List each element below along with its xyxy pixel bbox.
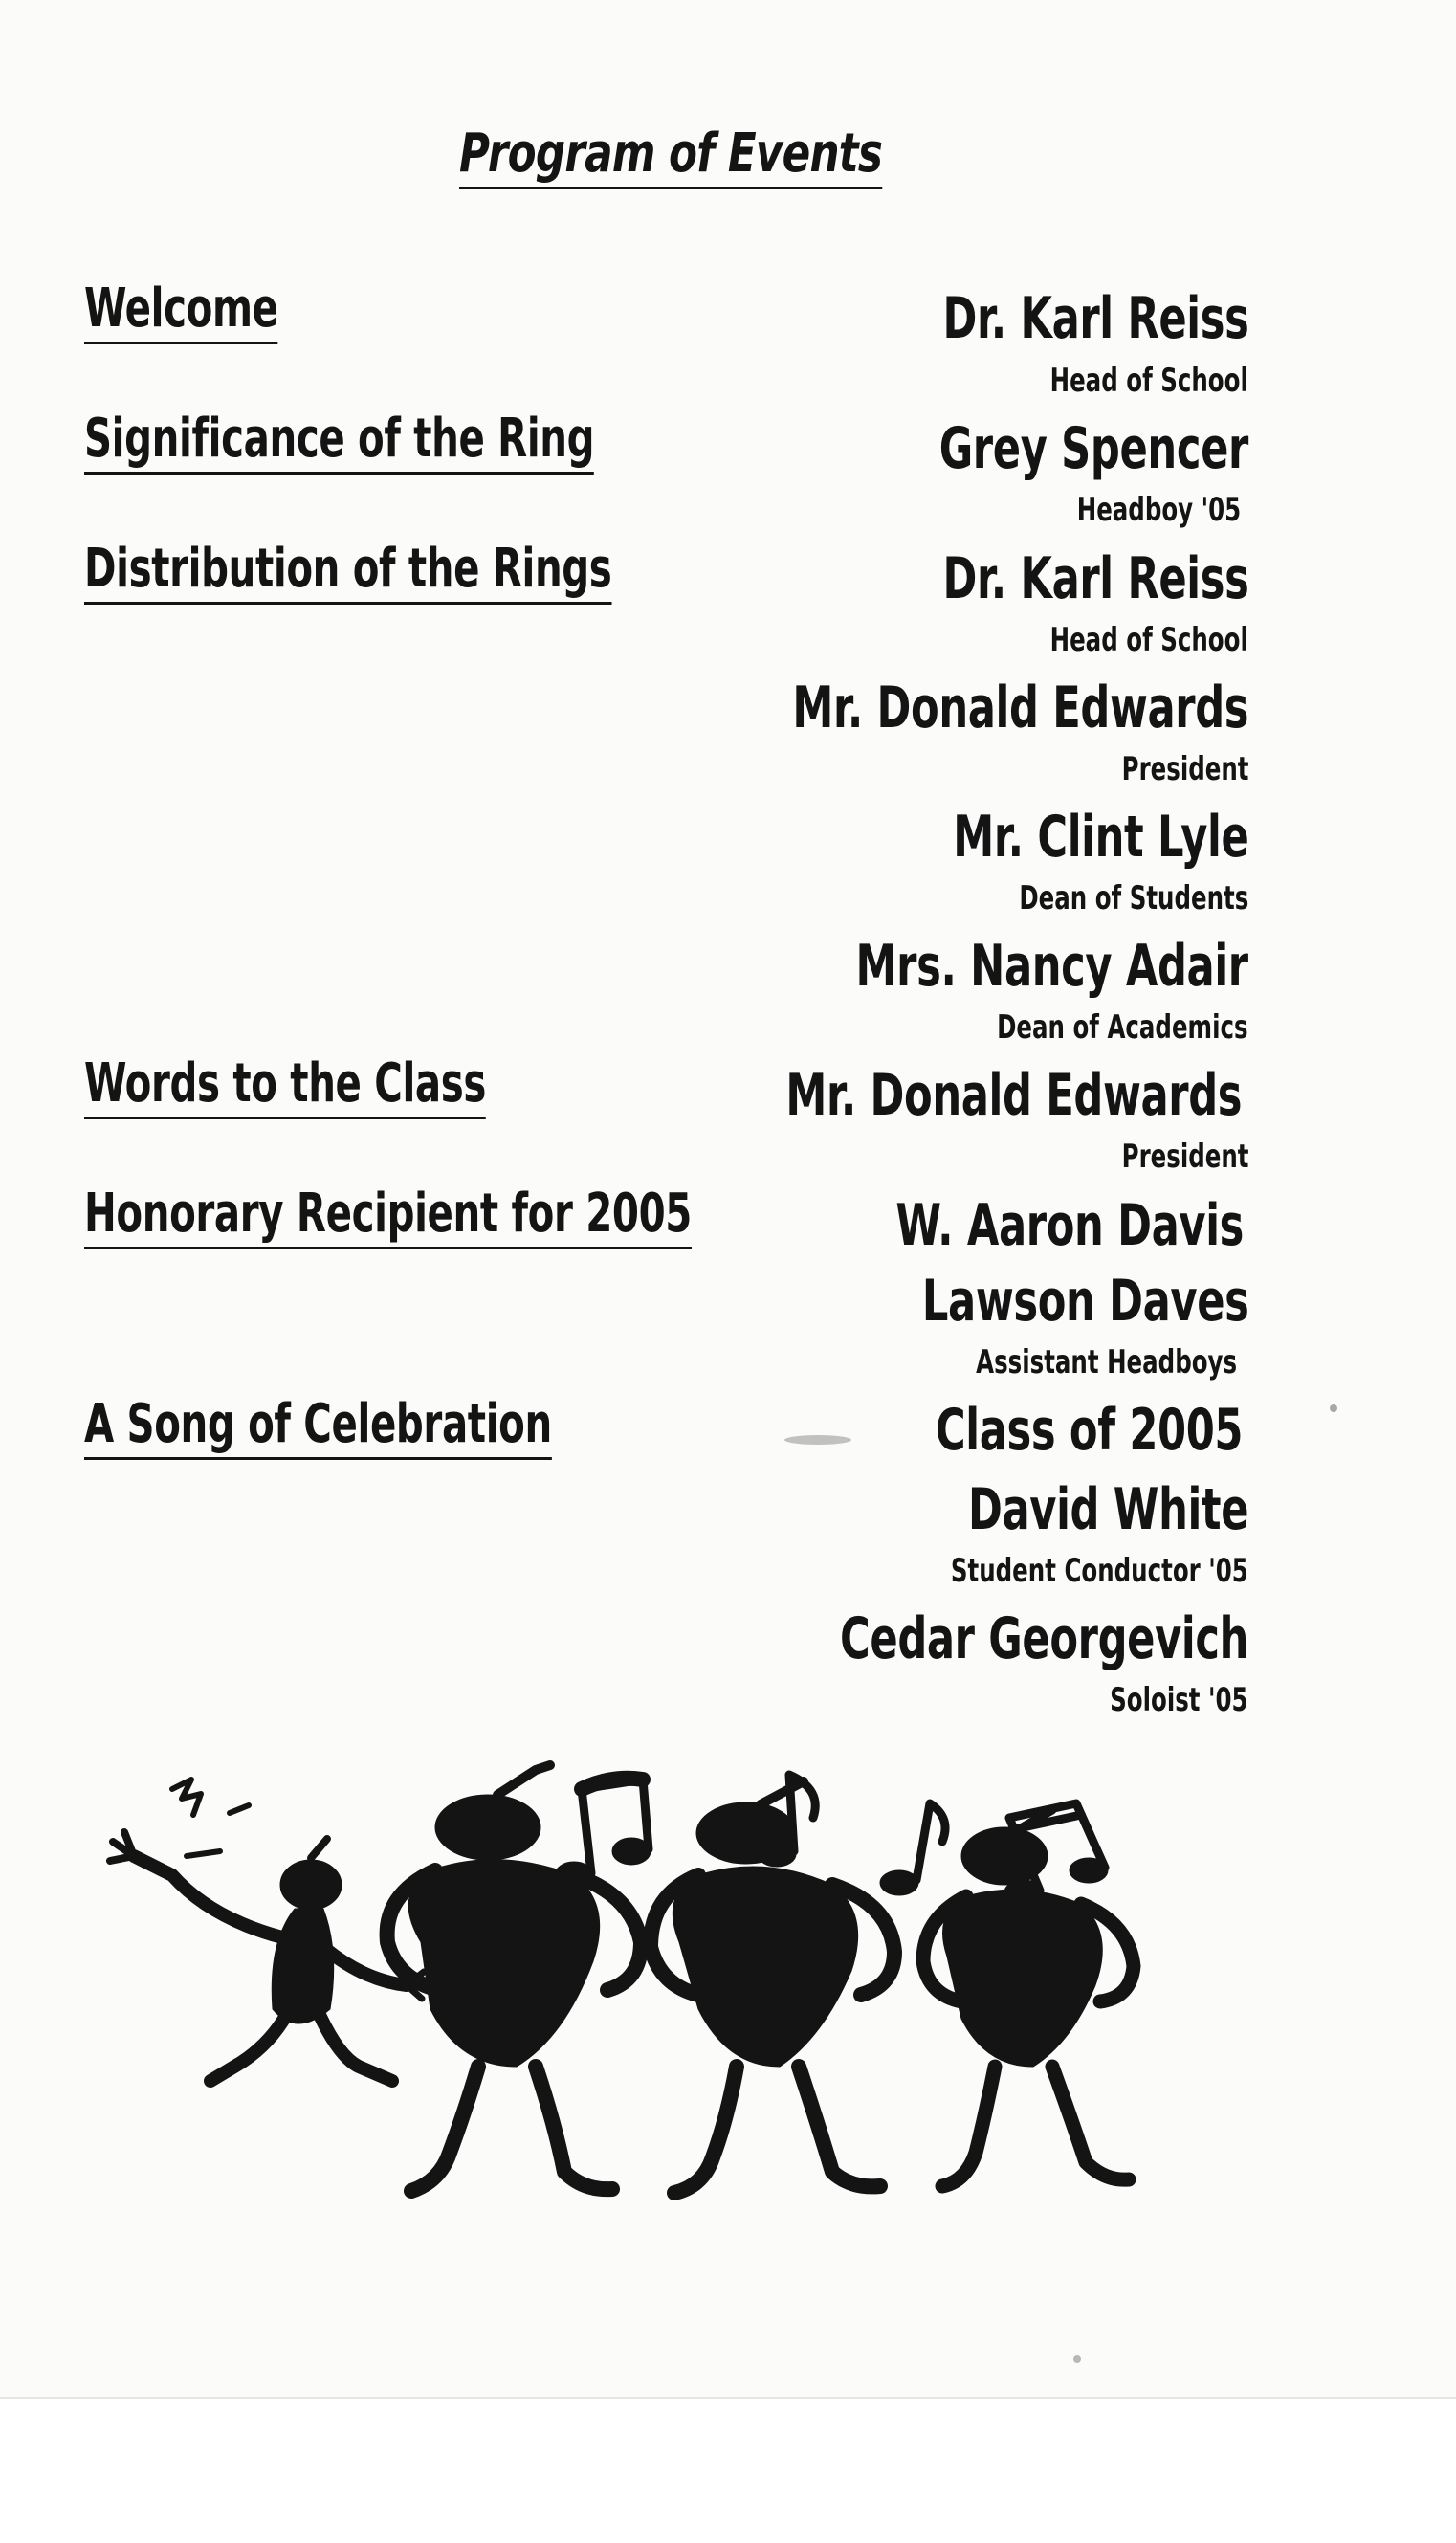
ink-speck [1073,2355,1081,2363]
participant-name: Lawson Daves [921,1268,1248,1335]
scan-bottom-margin [0,2397,1456,2543]
singing-choir-silhouettes-icon [77,1751,1244,2325]
participant-role: Dean of Academics [997,1008,1248,1047]
event-words-to-class: Words to the Class [84,1052,486,1119]
event-significance-of-ring: Significance of the Ring [84,408,594,475]
ink-smudge [784,1435,851,1445]
participant-role: President [1121,750,1248,788]
singer-figure [387,1765,641,2191]
participant-role: Soloist '05 [1110,1681,1248,1719]
participant-name: Mr. Clint Lyle [952,804,1248,871]
participant-name: Mr. Donald Edwards [785,1062,1242,1129]
event-welcome: Welcome [84,277,278,344]
participant-role: Head of School [1049,362,1248,400]
event-song-of-celebration: A Song of Celebration [84,1393,552,1460]
event-honorary-recipient: Honorary Recipient for 2005 [84,1183,692,1249]
participant-name: W. Aaron Davis [895,1192,1244,1259]
singer-figure [651,1781,894,2193]
participant-role: Dean of Students [1019,879,1248,918]
participant-name: Dr. Karl Reiss [942,285,1248,352]
participant-name: David White [967,1476,1248,1543]
participant-name: Mrs. Nancy Adair [855,933,1248,1000]
participant-role: President [1121,1138,1248,1176]
event-distribution-of-rings: Distribution of the Rings [84,538,611,605]
participant-role: Assistant Headboys [976,1343,1237,1382]
participant-name: Mr. Donald Edwards [792,674,1248,741]
participant-name: Dr. Karl Reiss [942,545,1248,612]
participant-role: Student Conductor '05 [951,1552,1248,1590]
page-title: Program of Events [459,122,882,189]
ink-speck [1330,1404,1337,1412]
participant-role: Headboy '05 [1076,491,1241,529]
participant-name: Cedar Georgevich [840,1605,1248,1672]
participant-role: Head of School [1049,621,1248,659]
participant-name: Grey Spencer [938,415,1248,482]
participant-name: Class of 2005 [935,1397,1243,1464]
